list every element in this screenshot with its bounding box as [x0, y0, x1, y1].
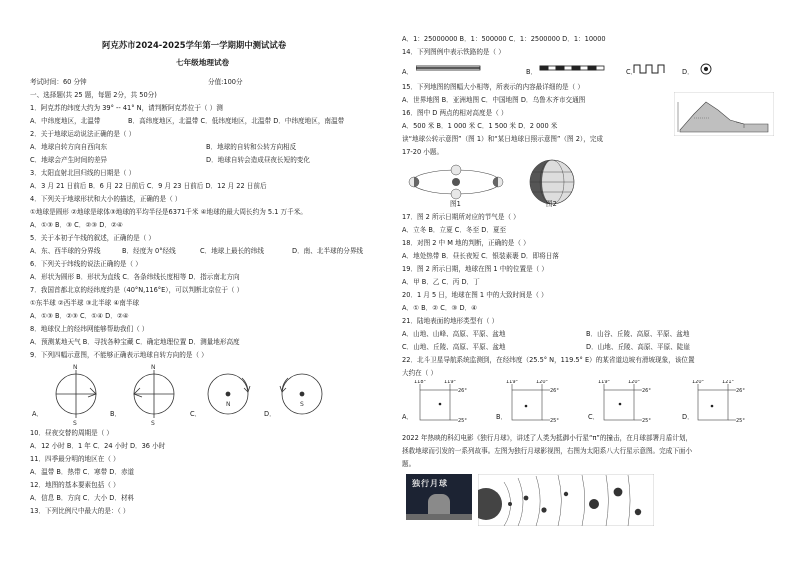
grid-a-lon1: 118° [414, 380, 427, 385]
q7-statements: ①东半球 ②西半球 ③北半球 ④南半球 [30, 299, 140, 307]
symbol-d-capital [701, 64, 711, 74]
grid-a-lon2: 119° [444, 380, 457, 385]
q17-options: A．立冬 B．立夏 C．冬至 D．夏至 [402, 226, 507, 234]
question-22: 22．北斗卫星导航系统监测到，在经纬度（25.5° N，119.5° E）的某省道边坡有滑坡现象，该位置 [402, 356, 695, 364]
question-10: 10．昼夜交替的周期是（ ） [30, 429, 114, 437]
question-4: 4．下列关于地球形状和大小的描述，正确的是（ ） [30, 195, 182, 203]
grid-c-lon2: 120° [628, 380, 641, 385]
figure-2-label: 图2 [546, 200, 557, 208]
q2-option-c: C．地球会产生时间的差异 [30, 156, 108, 164]
q22-label-a: A． [402, 413, 414, 421]
symbol-b-railway [540, 66, 604, 70]
q9-label-a: A． [32, 410, 44, 418]
grid-c-lon1: 119° [598, 380, 611, 385]
grid-d-lon1: 120° [692, 380, 705, 385]
reading-intro-3: 2022 年热映的科幻电影《独行月球》，讲述了人类为抵御小行星“π”的撞击，在月球部署月盾计划， [402, 434, 693, 442]
q11-options: A．温带 B．热带 C．寒带 D．赤道 [30, 468, 135, 476]
q5-option-b: B．经度为 0°经线 [122, 247, 176, 255]
q18-options: A．地处热带 B．昼长夜短 C．银装素裹 D．即将日落 [402, 252, 559, 260]
q9-b-north: N [151, 364, 156, 371]
q13-options: A．1：25000000 B．1：500000 C．1：2500000 D．1：10000 [402, 35, 606, 43]
q5-option-d: D．南、北半球的分界线 [292, 247, 364, 255]
q9-a-north: N [73, 364, 78, 371]
reading-intro-1: 读“地球公转示意图”（图 1）和“某日地球日照示意图”（图 2），完成 [402, 135, 603, 143]
movie-poster [406, 474, 472, 520]
q21-option-a: A．山地、山峰、高原、平原、盆地 [402, 330, 506, 338]
section-heading: 一、选择题(共 25 题，每题 2分，共 50分) [30, 91, 157, 99]
exam-time: 考试时间：60 分钟 [30, 78, 87, 86]
question-21: 21．陆地表面的地形类型有（ ） [402, 317, 499, 325]
question-2: 2．关于地球运动说法正确的是（ ） [30, 130, 136, 138]
exam-title: 阿克苏市2024-2025学年第一学期期中测试试卷 [102, 40, 287, 50]
q9-c-north: N [226, 401, 231, 408]
q21-option-b: B．山谷、丘陵、高原、平原、盆地 [586, 330, 690, 338]
question-8: 8．地球仪上的经纬网能够帮助我们（ ） [30, 325, 149, 333]
question-22-cont: 大约在（ ） [402, 369, 438, 377]
question-14: 14．下列图例中表示铁路的是（ ） [402, 48, 505, 56]
figure-1-label: 图1 [450, 200, 461, 208]
q14-label-c: C． [626, 68, 638, 76]
q9-label-d: D． [264, 410, 276, 418]
question-1: 1．阿克苏的纬度大约为 39° -- 41° N，请判断阿克苏位于（ ）测 [30, 104, 223, 112]
q9-label-c: C． [190, 410, 202, 418]
full-score: 分值:100分 [208, 78, 243, 86]
q3-options: A．3 月 21 日前后 B．6 月 22 日前后 C．9 月 23 日前后 D．12 月 22 日前后 [30, 182, 267, 190]
grid-a-lat2: 25° [458, 418, 467, 424]
q5-option-a: A．东、西半球的分界线 [30, 247, 101, 255]
question-11: 11．四季最分明的地区在（ ） [30, 455, 120, 463]
q1-option-a: A．中纬度地区，北温带 [30, 117, 101, 125]
grid-d-lat2: 25° [736, 418, 745, 424]
q6-options: A．形状为圆形 B．形状为直线 C．各条纬线长度相等 D．指示南北方向 [30, 273, 240, 281]
q9-d-south: S [300, 401, 304, 408]
grid-c-lat2: 25° [642, 418, 651, 424]
q10-options: A．12 小时 B．1 年 C．24 小时 D．36 小时 [30, 442, 166, 450]
q22-label-d: D． [682, 413, 694, 421]
q4-options: A．①③ B．③ C．②③ D．②④ [30, 221, 123, 229]
q14-label-d: D． [682, 68, 694, 76]
poster-title: 独行月球 [412, 479, 448, 488]
q20-options: A．① B．② C．③ D．④ [402, 304, 478, 312]
q12-options: A．信息 B．方向 C．大小 D．材料 [30, 494, 135, 502]
q16-options: A．500 米 B．1 000 米 C．1 500 米 D．2 000 米 [402, 122, 558, 130]
grid-d-lat1: 26° [736, 388, 745, 394]
q5-option-c: C．地球上最长的纬线 [200, 247, 264, 255]
grid-a-lat1: 26° [458, 388, 467, 394]
question-16: 16．图中 D 两点的相对高度是（ ） [402, 109, 508, 117]
q16-mountain-diagram [674, 92, 774, 136]
q14-symbols [416, 62, 746, 78]
grid-b-lat1: 26° [550, 388, 559, 394]
question-6: 6．下列关于纬线的说法正确的是（ ） [30, 260, 142, 268]
question-19: 19．图 2 所示日期，地球在图 1 中的位置是（ ） [402, 265, 548, 273]
grid-c-lat1: 26° [642, 388, 651, 394]
reading-intro-2: 17-20 小题。 [402, 148, 444, 156]
q2-option-a: A．地球自转方向自西向东 [30, 143, 108, 151]
question-12: 12．地图的基本要素包括（ ） [30, 481, 120, 489]
q9-a-south: S [73, 420, 77, 426]
grid-b-lon1: 119° [506, 380, 519, 385]
question-3: 3．太阳直射北回归线的日期是（ ） [30, 169, 136, 177]
question-5: 5．关于本初子午线的叙述，正确的是（ ） [30, 234, 155, 242]
grid-d-lon2: 121° [722, 380, 735, 385]
q22-label-c: C． [588, 413, 600, 421]
q22-grids [402, 380, 774, 430]
q7-options: A．①③ B．②③ C．①④ D．②④ [30, 312, 129, 320]
symbol-c [634, 65, 664, 73]
question-15: 15．下列地图的图幅大小相等，所表示的内容最详细的是（ ） [402, 83, 584, 91]
q2-option-b: B．地球的自转和公转方向相反 [206, 143, 297, 151]
reading-intro-5: 题。 [402, 460, 416, 468]
q9-label-b: B． [110, 410, 122, 418]
q21-option-d: D．山地、丘陵、高原、平原、陡崖 [586, 343, 690, 351]
q4-statements: ①地球是圆形 ②地球是球体③地球的平均半径是6371千米 ④地球的最大周长约为 5.1 万千米。 [30, 208, 307, 216]
q9-figures [30, 364, 390, 426]
grid-b-lon2: 120° [536, 380, 549, 385]
question-13: 13．下列比例尺中最大的是：（ ） [30, 507, 130, 515]
q15-options: A．世界地图 B．亚洲地图 C．中国地图 D．乌鲁木齐市交通图 [402, 96, 586, 104]
sun-icon [452, 178, 460, 186]
q9-b-south: S [151, 420, 155, 426]
q14-label-a: A． [402, 68, 414, 76]
question-17: 17．图 2 所示日期所对应的节气是（ ） [402, 213, 520, 221]
q1-option-b: B．高纬度地区，北温带 C．低纬度地区，北温带 D．中纬度地区，南温带 [128, 117, 345, 125]
q22-label-b: B． [496, 413, 508, 421]
q8-options: A．预测某地天气 B．寻找各种宝藏 C．确定地理位置 D．测量地形高度 [30, 338, 240, 346]
q2-option-d: D．地球自转会造成昼夜长短的变化 [206, 156, 310, 164]
grid-b-lat2: 25° [550, 418, 559, 424]
question-18: 18．对图 2 中 M 地的判断，正确的是（ ） [402, 239, 530, 247]
question-20: 20．1 月 5 日，地球在图 1 中的大致时间是（ ） [402, 291, 548, 299]
solar-system-diagram [478, 474, 654, 526]
exam-subtitle: 七年级地理试卷 [176, 58, 230, 67]
question-7: 7．我国首都北京的经纬度约是（40°N,116°E），可以判断北京位于（ ） [30, 286, 244, 294]
q21-option-c: C．山地、丘陵、高原、平原、盆地 [402, 343, 506, 351]
q14-label-b: B． [526, 68, 538, 76]
q19-options: A．甲 B．乙 C．丙 D．丁 [402, 278, 480, 286]
question-9: 9．下列四幅示意图，不能够正确表示地球自转方向的是（ ） [30, 351, 208, 359]
reading-intro-4: 拯救地球而引发的一系列故事。左图为独行月球影视图，右图为太阳系八大行星示意图。完成下面小 [402, 447, 693, 455]
